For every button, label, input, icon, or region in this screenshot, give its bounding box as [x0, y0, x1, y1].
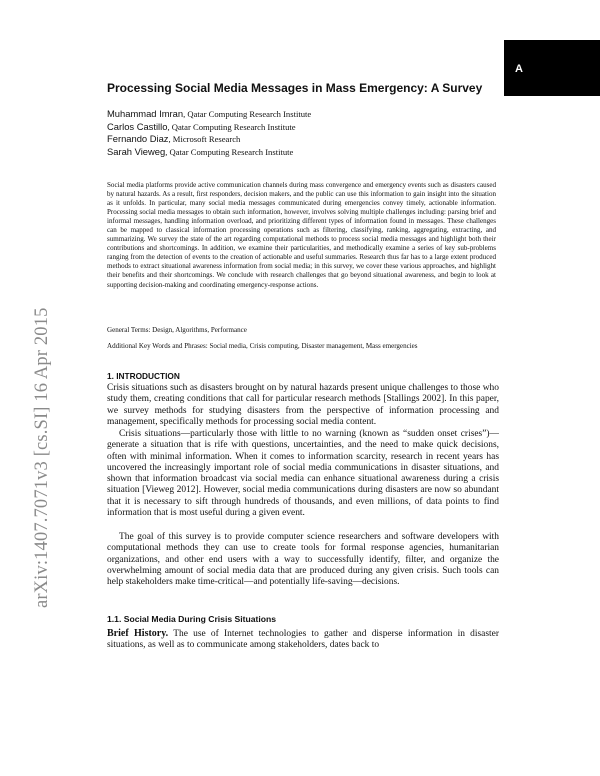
author-affiliation: , Qatar Computing Research Institute [167, 121, 296, 132]
abstract: Social media platforms provide active communication channels during mass convergence and emergency events such as disasters caused by natural hazards. As a result, first responders, decision makers, and the public can use this information to gain insight into the situation as it unfolds. In particular, many social media messages communicated during emergencies convey timely, actionable information. Processing social media messages to obtain such information, however, involves solving multiple challenges including: parsing brief and informal messages, handling information overload, and prioritizing different types of information found in messages. These challenges can be mapped to classical information processing operations such as filtering, classifying, ranking, aggregating, extracting, and summarizing. We survey the state of the art regarding computational methods to process social media messages and highlight both their contributions and shortcomings. In addition, we examine their particularities, and methodically examine a series of key sub-problems ranging from the detection of events to the creation of actionable and useful summaries. Research thus far has to a large extent produced methods to extract situational awareness information from social media; in this survey, we cover these various approaches, and highlight their benefits and their shortcomings. We conclude with research challenges that go beyond situational awareness, and begin to look at supporting decision-making and coordinating emergency-response actions. [107, 181, 496, 289]
author-name: Carlos Castillo [107, 120, 168, 132]
general-terms: General Terms: Design, Algorithms, Performance [107, 326, 247, 334]
subsection-heading: 1.1. Social Media During Crisis Situations [107, 614, 277, 624]
author-list [107, 108, 507, 159]
author-name: Sarah Vieweg [107, 146, 166, 158]
author-affiliation: , Qatar Computing Research Institute [183, 109, 312, 119]
author-name: Muhammad Imran [107, 108, 184, 119]
author-entry [107, 146, 507, 159]
author-entry [107, 108, 507, 121]
arxiv-stamp: arXiv:1407.7071v3 [cs.SI] 16 Apr 2015 [32, 307, 52, 608]
journal-section-tab [504, 40, 600, 96]
intro-paragraph-3: The goal of this survey is to provide computer science researchers and software developers with computational methods they can use to create tools for formal response agencies, humanitarian organizations, and other end users with a way to successfully identify, filter, and organize the overwhelming amount of social media data that are produced during any given crisis. Such tools can help stakeholders make time-critical—and potentially life-saving—decisions. [107, 532, 499, 588]
tab-letter: A [515, 63, 523, 75]
run-in-heading: Brief History. [107, 628, 169, 639]
author-affiliation: , Qatar Computing Research Institute [165, 147, 294, 158]
brief-history-paragraph [107, 628, 499, 652]
author-affiliation: , Microsoft Research [168, 134, 241, 145]
paper-title: Processing Social Media Messages in Mass Emergency: A Survey [107, 81, 483, 95]
intro-paragraph-2: Crisis situations—particularly those with little to no warning (known as “sudden onset crises”)—generate a situation that is rife with questions, uncertainties, and the need to make quick decisions, often with minimal information. When it comes to information scarcity, research in recent years has uncovered the increasingly important role of social media communications in disaster situations, and shown that information broadcast via social media can enhance situational awareness during a crisis situation [Vieweg 2012]. However, social media communications during disasters are now so abundant that it is necessary to sift through hundreds of thousands, and even millions, of data points to find information that is most useful during a given event. [107, 429, 499, 519]
author-name: Fernando Diaz [107, 133, 169, 145]
section-heading-introduction: 1. INTRODUCTION [107, 371, 180, 381]
brief-history-text: The use of Internet technologies to gather and disperse information in disaster situations, as well as to communicate among stakeholders, dates back to [107, 629, 499, 651]
author-entry [107, 121, 507, 134]
author-entry [107, 133, 507, 146]
keywords: Additional Key Words and Phrases: Social media, Crisis computing, Disaster management, Mass emergencies [107, 342, 418, 350]
intro-paragraph-1: Crisis situations such as disasters brought on by natural hazards present unique challenges to those who study them, creating conditions that call for particular research methods [Stallings 2002]. In this paper, we survey methods for studying disasters from the perspective of information processing and management, specifically methods for processing social media content. [107, 383, 499, 427]
